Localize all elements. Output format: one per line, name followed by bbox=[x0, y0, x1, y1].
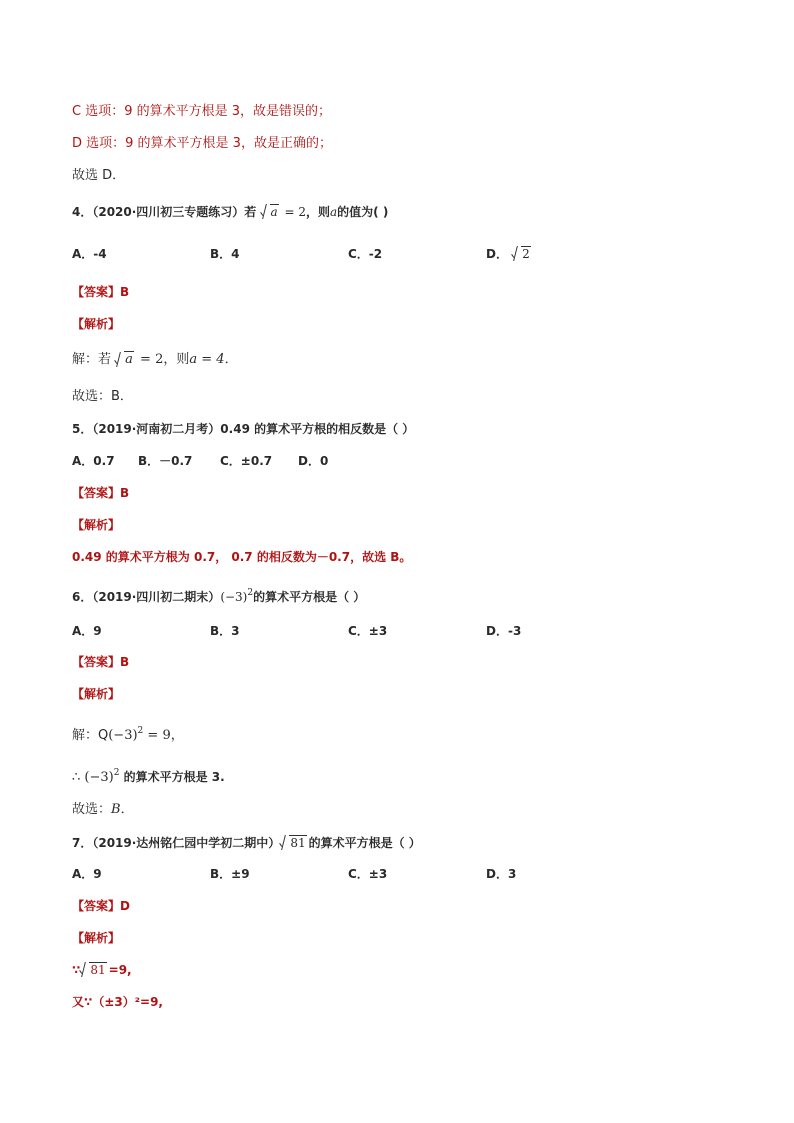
q7-stem bbox=[72, 834, 421, 852]
q6-sol-end: ， bbox=[170, 728, 184, 743]
q6-solution bbox=[72, 722, 184, 745]
q6-conclude-var: B bbox=[111, 802, 121, 817]
q4-cond-eq: = 2 bbox=[280, 205, 306, 219]
q4-stem bbox=[72, 203, 388, 221]
q7-also: 又∵（±3）²=9, bbox=[72, 995, 163, 1009]
prev-c-option-line: C 选项：9 的算术平方根是 3，故是错误的； bbox=[72, 104, 332, 119]
q4-suffix: 的值为( ) bbox=[337, 205, 389, 219]
q6-sol-exp: 2 bbox=[137, 726, 144, 736]
q5-option-b: B．－0.7 bbox=[138, 454, 193, 468]
q4-sol-var: a bbox=[125, 352, 133, 367]
q6-conclude-end: ． bbox=[120, 802, 134, 817]
q7-analysis-label: 【解析】 bbox=[72, 931, 121, 945]
q6-sol-expr: (−3) bbox=[108, 728, 138, 743]
q4-solution bbox=[72, 351, 238, 369]
q6-option-d: D．-3 bbox=[486, 624, 522, 638]
q6-option-b: B．3 bbox=[210, 624, 240, 638]
q6-expr: (−3) bbox=[220, 590, 248, 604]
q4-var: a bbox=[330, 205, 338, 219]
q5-analysis-label: 【解析】 bbox=[72, 518, 121, 532]
q6-exp: 2 bbox=[247, 588, 254, 598]
q6-prefix: 6．（2019·四川初二期末） bbox=[72, 590, 221, 604]
q4-sol-sqrt bbox=[115, 351, 134, 369]
q5-option-c: C．±0.7 bbox=[220, 454, 273, 468]
q7-option-d: D．3 bbox=[486, 867, 517, 881]
q4-prefix: 4．（2020·四川初三专题练习）若 bbox=[72, 205, 257, 219]
q4-option-a: A．-4 bbox=[72, 247, 107, 261]
q6-th-text: 的算术平方根是 3. bbox=[123, 770, 225, 784]
q7-option-a: A．9 bbox=[72, 867, 102, 881]
q7-sqrt bbox=[280, 834, 306, 852]
q7-because-sqrt bbox=[80, 961, 106, 979]
q4-answer: 【答案】B bbox=[72, 285, 130, 299]
q7-suffix: 的算术平方根是（ ） bbox=[308, 836, 421, 850]
q4-sol-prefix: 解：若 bbox=[72, 352, 112, 367]
q5-answer: 【答案】B bbox=[72, 486, 130, 500]
q6-conclusion bbox=[72, 801, 134, 819]
q6-sol-prefix: 解：Q bbox=[72, 728, 109, 743]
q5-option-a: A．0.7 bbox=[72, 454, 115, 468]
q5-stem: 5．（2019·河南初二月考）0.49 的算术平方根的相反数是（ ） bbox=[72, 422, 415, 436]
q7-because bbox=[72, 961, 132, 979]
q4-conclusion: 故选：B． bbox=[72, 389, 133, 404]
q6-therefore bbox=[72, 764, 225, 787]
q4-option-d bbox=[486, 245, 533, 263]
q7-sqrt-rad: 81 bbox=[290, 836, 306, 850]
q4-analysis-label: 【解析】 bbox=[72, 317, 121, 331]
prev-conclusion bbox=[72, 167, 125, 185]
q4-mid: ，则 bbox=[305, 205, 330, 219]
q6-analysis-label: 【解析】 bbox=[72, 687, 121, 701]
q4-sqrt-var: a bbox=[270, 205, 278, 219]
q7-option-b: B．±9 bbox=[210, 867, 250, 881]
q5-option-d: D．0 bbox=[298, 454, 329, 468]
q7-prefix: 7．（2019·达州铭仁园中学初二期中） bbox=[72, 836, 281, 850]
q6-conclude-prefix: 故选： bbox=[72, 802, 112, 817]
q4-sol-res: a = 4 bbox=[189, 352, 225, 367]
q4-option-d-label: D． bbox=[486, 247, 508, 261]
q4-option-b: B．4 bbox=[210, 247, 240, 261]
q4-option-c: C．-2 bbox=[348, 247, 383, 261]
q4-sqrt bbox=[261, 203, 279, 221]
q6-therefore-sign: ∴ bbox=[72, 770, 81, 785]
q7-because-rad: 81 bbox=[90, 963, 106, 977]
q4-sol-mid: ，则 bbox=[163, 352, 190, 367]
q7-option-c: C．±3 bbox=[348, 867, 388, 881]
q6-answer: 【答案】B bbox=[72, 655, 130, 669]
q7-because-eq: =9, bbox=[108, 963, 132, 977]
q4-option-d-rad: 2 bbox=[522, 247, 530, 261]
q6-option-c: C．±3 bbox=[348, 624, 388, 638]
q6-option-a: A．9 bbox=[72, 624, 102, 638]
q4-option-d-sqrt bbox=[512, 245, 531, 263]
q6-th-expr: (−3) bbox=[84, 770, 114, 785]
prev-d-option-line: D 选项：9 的算术平方根是 3，故是正确的； bbox=[72, 136, 332, 151]
q6-suffix: 的算术平方根是（ ） bbox=[253, 590, 366, 604]
q6-sol-eq: = 9 bbox=[143, 728, 171, 743]
q4-sol-end: ． bbox=[224, 352, 238, 367]
q6-th-exp: 2 bbox=[113, 768, 120, 778]
q7-answer: 【答案】D bbox=[72, 899, 130, 913]
q7-because-sign: ∵ bbox=[72, 963, 81, 977]
q6-stem bbox=[72, 584, 365, 606]
q5-explanation: 0.49 的算术平方根为 0.7， 0.7 的相反数为－0.7，故选 B。 bbox=[72, 550, 412, 564]
prev-conclusion-text: 故选 D． bbox=[72, 168, 126, 183]
q4-sol-eq: = 2 bbox=[135, 352, 164, 367]
